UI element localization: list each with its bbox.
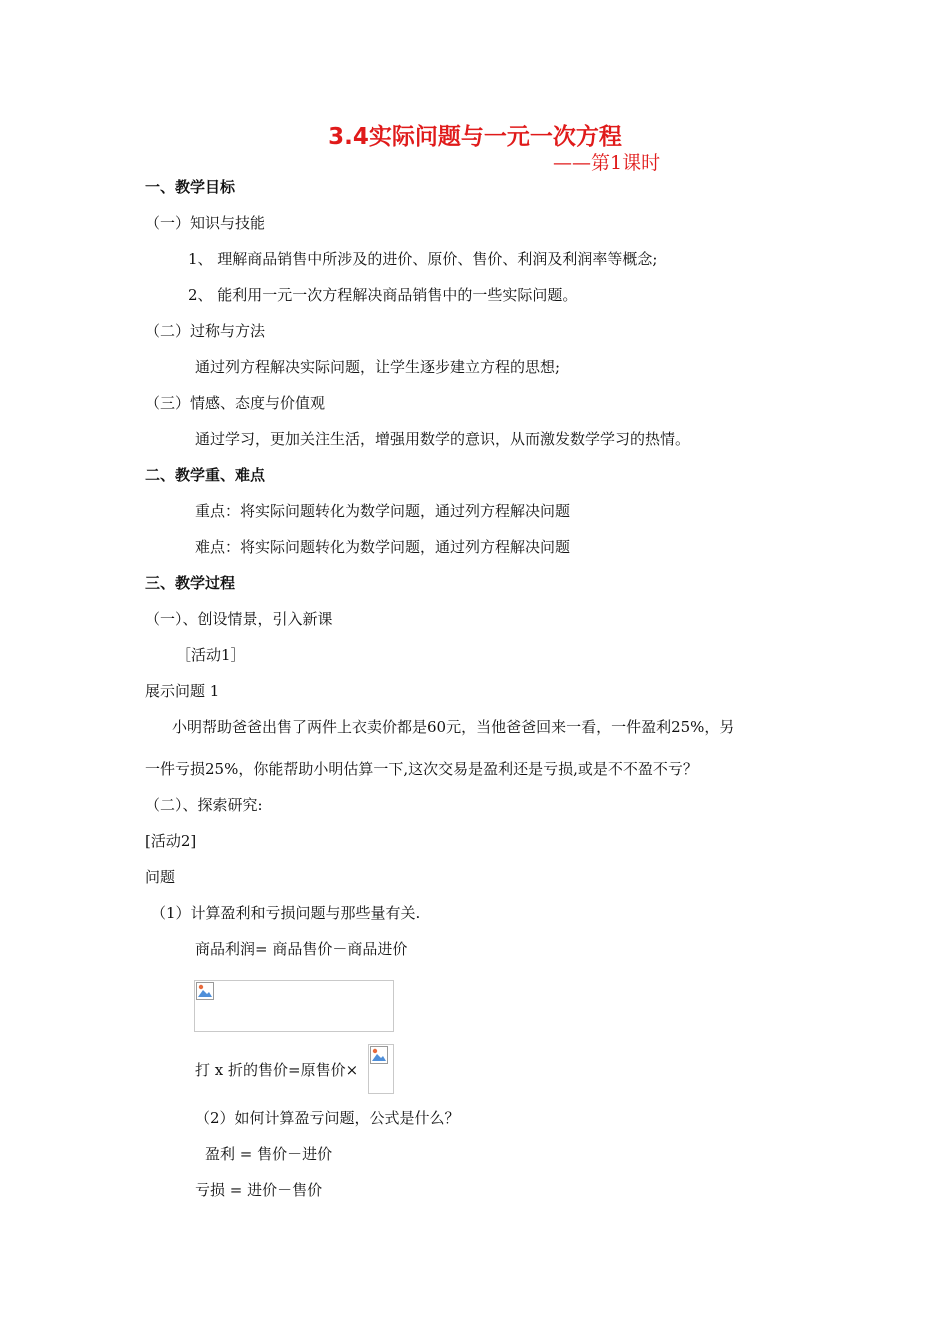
document-subtitle: ——第1课时: [553, 152, 661, 174]
section-heading-process: 三、教学过程: [145, 574, 236, 592]
activity-1-label: ［活动1］: [176, 646, 246, 664]
broken-image-icon: [370, 1046, 388, 1064]
section-heading-goals: 一、教学目标: [145, 178, 236, 196]
broken-image-icon: [196, 982, 214, 1000]
formula-gain: 盈利 = 售价－进价: [205, 1145, 333, 1163]
section-heading-key-points: 二、教学重、难点: [145, 466, 266, 484]
question-2: （2）如何计算盈亏问题，公式是什么？: [195, 1109, 460, 1127]
problem-1-heading: 展示问题 1: [145, 682, 220, 700]
formula-profit: 商品利润= 商品售价－商品进价: [195, 940, 408, 958]
step-intro: （一）、创设情景，引入新课: [145, 610, 333, 628]
difficult-point: 难点：将实际问题转化为数学问题，通过列方程解决问题: [195, 538, 571, 556]
fraction-image-placeholder: [368, 1044, 394, 1094]
attitude-text: 通过学习，更加关注生活，增强用数学的意识，从而激发数学学习的热情。: [195, 430, 691, 448]
question-1: （1）计算盈利和亏损问题与那些量有关.: [151, 904, 421, 922]
activity-2-label: [活动2]: [145, 832, 197, 850]
subsection-attitude: （三）情感、态度与价值观: [145, 394, 326, 412]
question-heading: 问题: [145, 868, 176, 886]
formula-discount: 打 x 折的售价=原售价×: [195, 1061, 359, 1079]
subsection-knowledge: （一）知识与技能: [145, 214, 266, 232]
formula-loss: 亏损 = 进价－售价: [195, 1181, 323, 1199]
subsection-process: （二）过称与方法: [145, 322, 266, 340]
process-text: 通过列方程解决实际问题，让学生逐步建立方程的思想;: [195, 358, 561, 376]
step-explore: （二）、探索研究:: [145, 796, 263, 814]
formula-image-placeholder: [194, 980, 394, 1032]
goal-item-2: 2、 能利用一元一次方程解决商品销售中的一些实际问题。: [188, 286, 578, 304]
key-point: 重点：将实际问题转化为数学问题，通过列方程解决问题: [195, 502, 571, 520]
problem-1-text-line-1: 小明帮助爸爸出售了两件上衣卖价都是60元，当他爸爸回来一看，一件盈利25%，另: [172, 718, 735, 736]
problem-1-text-line-2: 一件亏损25%，你能帮助小明估算一下,这次交易是盈利还是亏损,或是不不盈不亏？: [145, 760, 698, 778]
goal-item-1: 1、 理解商品销售中所涉及的进价、原价、售价、利润及利润率等概念;: [188, 250, 658, 268]
document-title: 3.4实际问题与一元一次方程: [328, 124, 622, 150]
